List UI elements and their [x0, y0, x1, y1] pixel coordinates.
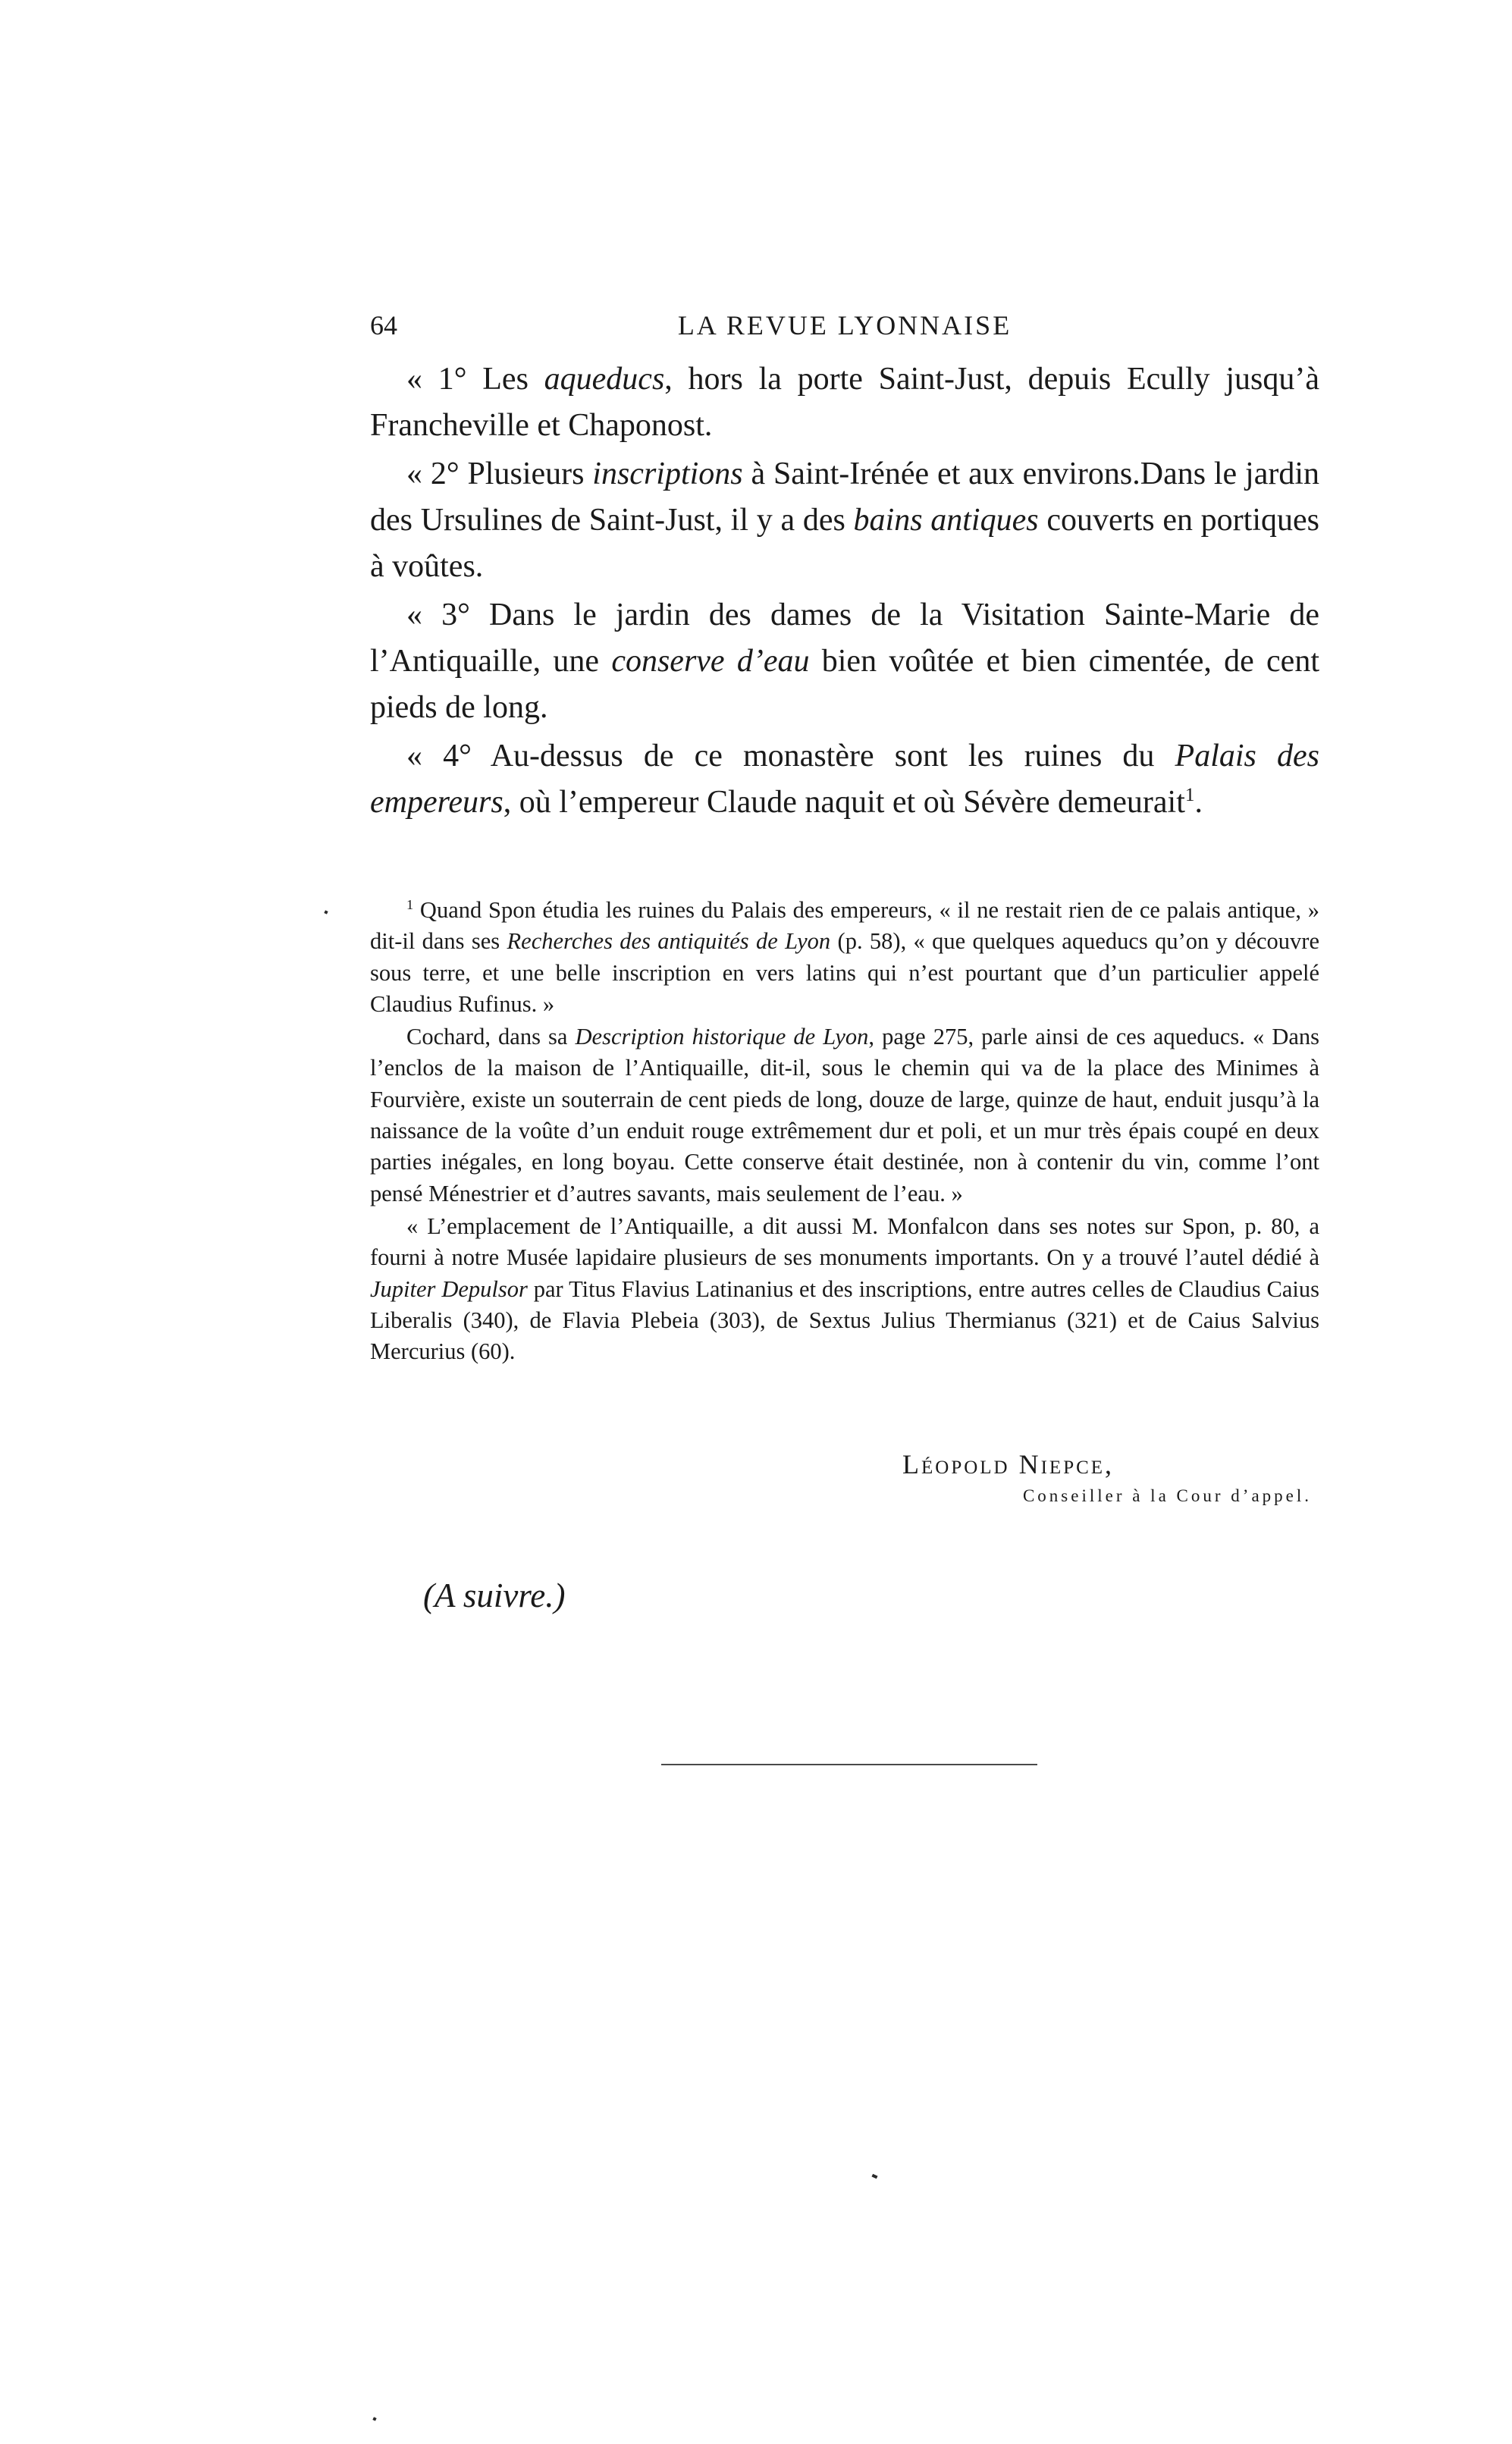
main-text: [370, 356, 1319, 828]
paragraph-inscriptions: « 2° Plusieurs inscriptions à Saint-Irénée et aux environs.Dans le jardin des Ursulines de Saint-Just, il y a des bains antiques couverts en portiques à voûtes.: [370, 456, 1319, 584]
continuation-note: (A suivre.): [423, 1577, 566, 1614]
page-number: 64: [370, 310, 397, 340]
footnote-reference[interactable]: 1: [1184, 785, 1195, 805]
page-header: [370, 309, 1319, 355]
footnotes: [370, 895, 1319, 1369]
footnote-1: $^1$ Quand Spon étudia les ruines du Palais des empereurs, « il ne restait rien de ce palais antique, » dit-il dans ses Recherches des antiquités de Lyon (p. 58), « que quelques aqueducs qu’on y découvre sous terre, et une belle inscription en vers latins qui n’est pourtant que d’un particulier appelé Claudius Rufinus. »: [370, 896, 1319, 1017]
author-name: Léopold Niepce,: [902, 1449, 1115, 1479]
end-rule: [661, 1764, 1037, 1765]
paper-speck: [871, 2174, 877, 2179]
paper-speck: [372, 2417, 376, 2420]
footnote-mark: 1: [406, 896, 414, 912]
author-role: Conseiller à la Cour d’appel.: [1022, 1486, 1312, 1505]
footnote-cochard: Cochard, dans sa Description historique de Lyon, page 275, parle ainsi de ces aqueducs. « Dans l’enclos de la maison de l’Antiquaille, dit-il, sous le chemin qui va de la place des Minimes à Fourvière, existe un souterrain de cent pieds de long, douze de large, quinze de haut, enduit jusqu’à la naissance de la voûte d’un enduit rouge extrêmement dur et poli, et un mur très épais coupé en deux parties inégales, en long boyau. Cette conserve était destinée, non à contenir du vin, comme l’ont pensé Ménestrier et d’autres savants, mais seulement de l’eau. »: [370, 1024, 1320, 1206]
paragraph-visitation: « 3° Dans le jardin des dames de la Visitation Sainte-Marie de l’Antiquaille, une conserve d’eau bien voûtée et bien cimentée, de cent pieds de long.: [370, 598, 1319, 725]
paper-speck: [324, 910, 328, 914]
running-head: LA REVUE LYONNAISE: [677, 310, 1012, 340]
paragraph-palais: « 4° Au-dessus de ce monastère sont les ruines du Palais des empereurs, où l’empereur Claude naquit et où Sévère demeurait$^1$.: [370, 739, 1319, 820]
signature-block: [902, 1448, 1319, 1506]
footnote-monfalcon: « L’emplacement de l’Antiquaille, a dit aussi M. Monfalcon dans ses notes sur Spon, p. 80, a fourni à notre Musée lapidaire plusieurs de ses monuments importants. On y a trouvé l’autel dédié à Jupiter Depulsor par Titus Flavius Latinanius et des inscriptions, entre autres celles de Claudius Caius Liberalis (340), de Flavia Plebeia (303), de Sextus Julius Thermianus (321) et de Caius Salvius Mercurius (60).: [370, 1213, 1319, 1365]
paragraph-aqueducs: « 1° Les aqueducs, hors la porte Saint-Just, depuis Ecully jusqu’à Francheville et Chaponost.: [370, 362, 1320, 443]
